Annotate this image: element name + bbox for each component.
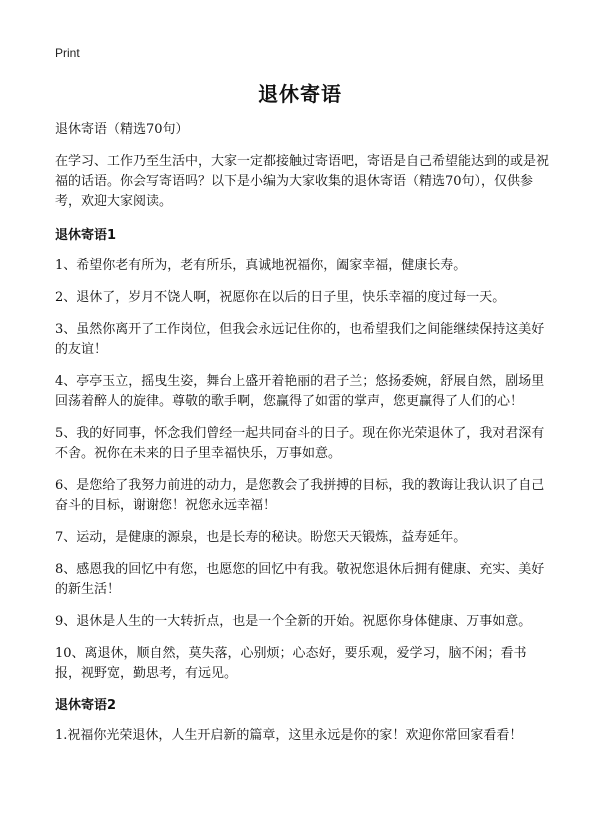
list-item: 1.祝福你光荣退休，人生开启新的篇章，这里永远是你的家！欢迎你常回家看看！: [55, 728, 523, 743]
list-item: 2、退休了，岁月不饶人啊，祝愿你在以后的日子里，快乐幸福的度过每一天。: [55, 290, 506, 305]
document-subtitle: 退休寄语（精选70句）: [55, 122, 189, 137]
list-item: 9、退休是人生的一大转折点，也是一个全新的开始。祝愿你身体健康、万事如意。: [55, 614, 532, 629]
list-item: 3、虽然你离开了工作岗位，但我会永远记住你的，也希望我们之间能继续保持这美好的友谊！: [55, 322, 545, 357]
list-item: 6、是您给了我努力前进的动力，是您教会了我拼搏的目标，我的教诲让我认识了自己奋斗的目标，谢谢您！祝您永远幸福！: [55, 478, 545, 513]
document-body: [55, 120, 549, 758]
section-heading: 退休寄语1: [55, 228, 117, 243]
list-item: 8、感恩我的回忆中有您，也愿您的回忆中有我。敬祝您退休后拥有健康、充实、美好的新生活！: [55, 562, 545, 597]
intro-paragraph: 在学习、工作乃至生活中，大家一定都接触过寄语吧，寄语是自己希望能达到的或是祝福的话语。你会写寄语吗？以下是小编为大家收集的退休寄语（精选70句），仅供参考，欢迎大家阅读。: [55, 154, 550, 209]
list-item: 7、运动，是健康的源泉，也是长寿的秘诀。盼您天天锻炼，益寿延年。: [55, 530, 467, 545]
section-heading: 退休寄语2: [55, 698, 117, 713]
page-title: 退休寄语: [258, 82, 342, 106]
section-1: [55, 226, 549, 684]
print-link[interactable]: Print: [55, 46, 80, 60]
list-item: 1、希望你老有所为，老有所乐，真诚地祝福你，阖家幸福，健康长寿。: [55, 258, 467, 273]
list-item: 5、我的好同事，怀念我们曾经一起共同奋斗的日子。现在你光荣退休了，我对君深有不舍。祝你在未来的日子里幸福快乐，万事如意。: [55, 426, 545, 461]
section-2: [55, 696, 549, 746]
list-item: 10、离退休，顺自然，莫失落，心别烦；心态好，要乐观，爱学习，脑不闲；看书报，视野宽，勤思考，有远见。: [55, 646, 527, 681]
list-item: 4、亭亭玉立，摇曳生姿，舞台上盛开着艳丽的君子兰；悠扬委婉，舒展自然，剧场里回荡着醉人的旋律。尊敬的歌手啊，您赢得了如雷的掌声，您更赢得了人们的心！: [55, 374, 545, 409]
